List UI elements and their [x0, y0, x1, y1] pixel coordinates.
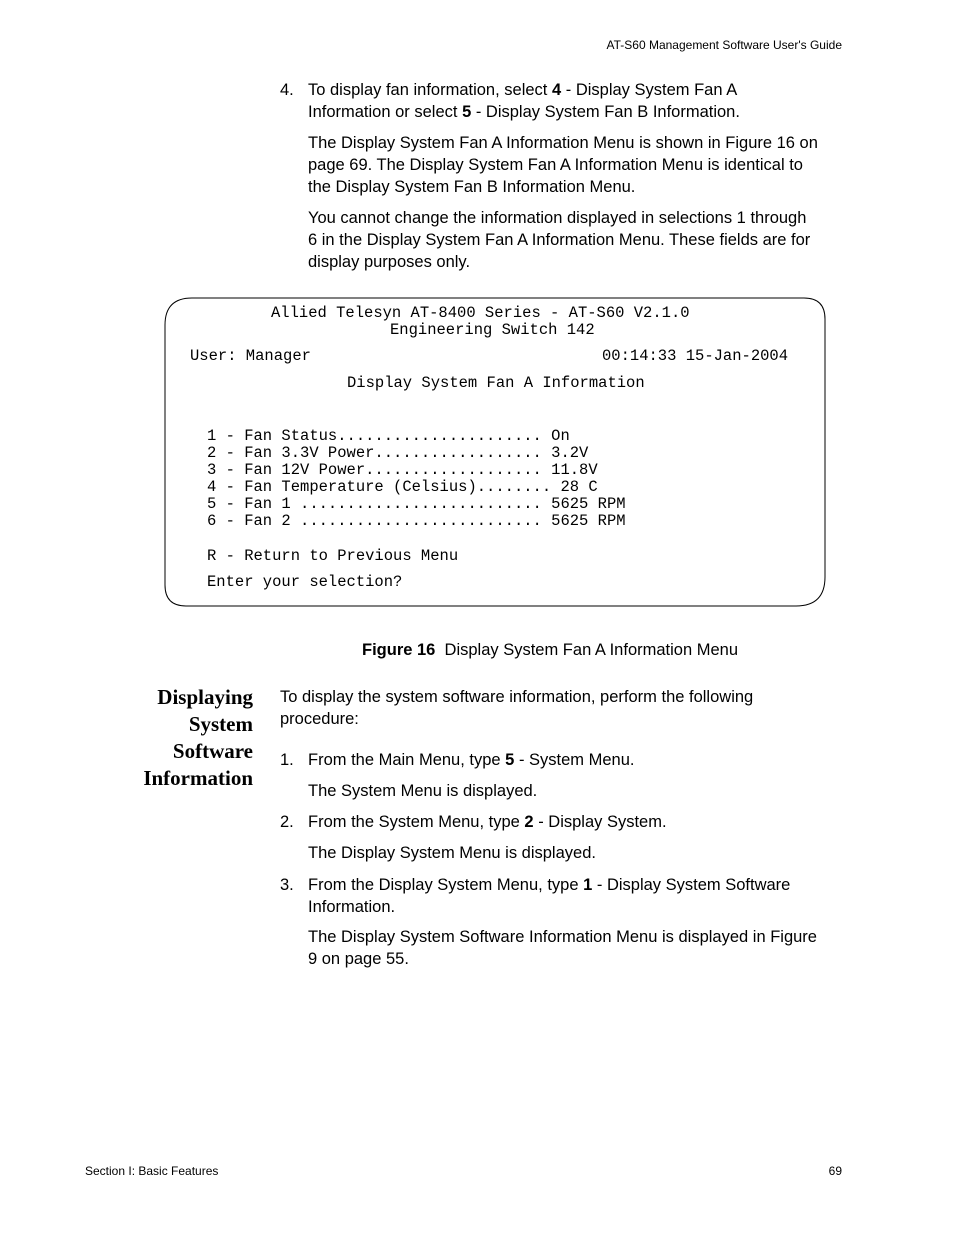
page-number: 69: [828, 1164, 842, 1178]
procedure-step-1: 1. From the Main Menu, type 5 - System Menu.: [280, 751, 635, 769]
section-heading: Displaying System Software Information: [143, 685, 253, 790]
step-1-result: The System Menu is displayed.: [308, 782, 538, 800]
running-header: AT-S60 Management Software User's Guide: [606, 38, 842, 52]
menu-item-return[interactable]: R - Return to Previous Menu: [207, 547, 459, 565]
step-3-result: The Display System Software Information Menu is displayed in Figure 9 on page 55.: [308, 928, 817, 968]
figure-caption: [362, 641, 738, 660]
terminal-banner: Allied Telesyn AT-8400 Series - AT-S60 V2.1.0: [271, 304, 690, 322]
menu-item-fan-1[interactable]: 5 - Fan 1 .......................... 5625 RPM: [207, 495, 626, 513]
fan-menu-description: The Display System Fan A Information Menu is shown in Figure 16 on page 69. The Display System Fan A Information Menu is identical to the Display System Fan B Information Menu.: [308, 134, 818, 196]
fan-menu-note: You cannot change the information displayed in selections 1 through 6 in the Display System Fan A Information Menu. These fields are for display purposes only.: [308, 209, 811, 271]
section-intro: To display the system software information, perform the following procedure:: [280, 688, 754, 728]
terminal-user: User: Manager: [190, 347, 311, 365]
step-2-result: The Display System Menu is displayed.: [308, 844, 596, 862]
procedure-step-3: 3. From the Display System Menu, type 1 - Display System Software Information.: [280, 876, 791, 916]
menu-item-fan-2[interactable]: 6 - Fan 2 .......................... 5625 RPM: [207, 512, 626, 530]
step-4: [280, 79, 820, 123]
terminal-switch-name: Engineering Switch 142: [390, 321, 595, 339]
menu-item-fan-temperature[interactable]: 4 - Fan Temperature (Celsius)........ 28 C: [207, 478, 598, 496]
menu-item-fan-status[interactable]: 1 - Fan Status...................... On: [207, 427, 570, 445]
terminal-datetime: 00:14:33 15-Jan-2004: [602, 347, 789, 365]
menu-item-fan-33v-power[interactable]: 2 - Fan 3.3V Power.................. 3.2V: [207, 444, 589, 462]
procedure-step-2: 2. From the System Menu, type 2 - Display System.: [280, 813, 667, 831]
selection-prompt[interactable]: Enter your selection?: [207, 573, 403, 591]
figure-title: Display System Fan A Information Menu: [444, 641, 738, 659]
figure-label: Figure 16: [362, 641, 436, 659]
step-number: 4.: [280, 81, 294, 99]
terminal-screen: [164, 297, 826, 607]
step-text: To display fan information, select 4 - Display System Fan A Information or select 5 - Display System Fan B Information.: [308, 81, 740, 121]
menu-item-fan-12v-power[interactable]: 3 - Fan 12V Power................... 11.8V: [207, 461, 598, 479]
terminal-menu-title: Display System Fan A Information: [347, 374, 645, 392]
footer-section: Section I: Basic Features: [85, 1164, 219, 1178]
